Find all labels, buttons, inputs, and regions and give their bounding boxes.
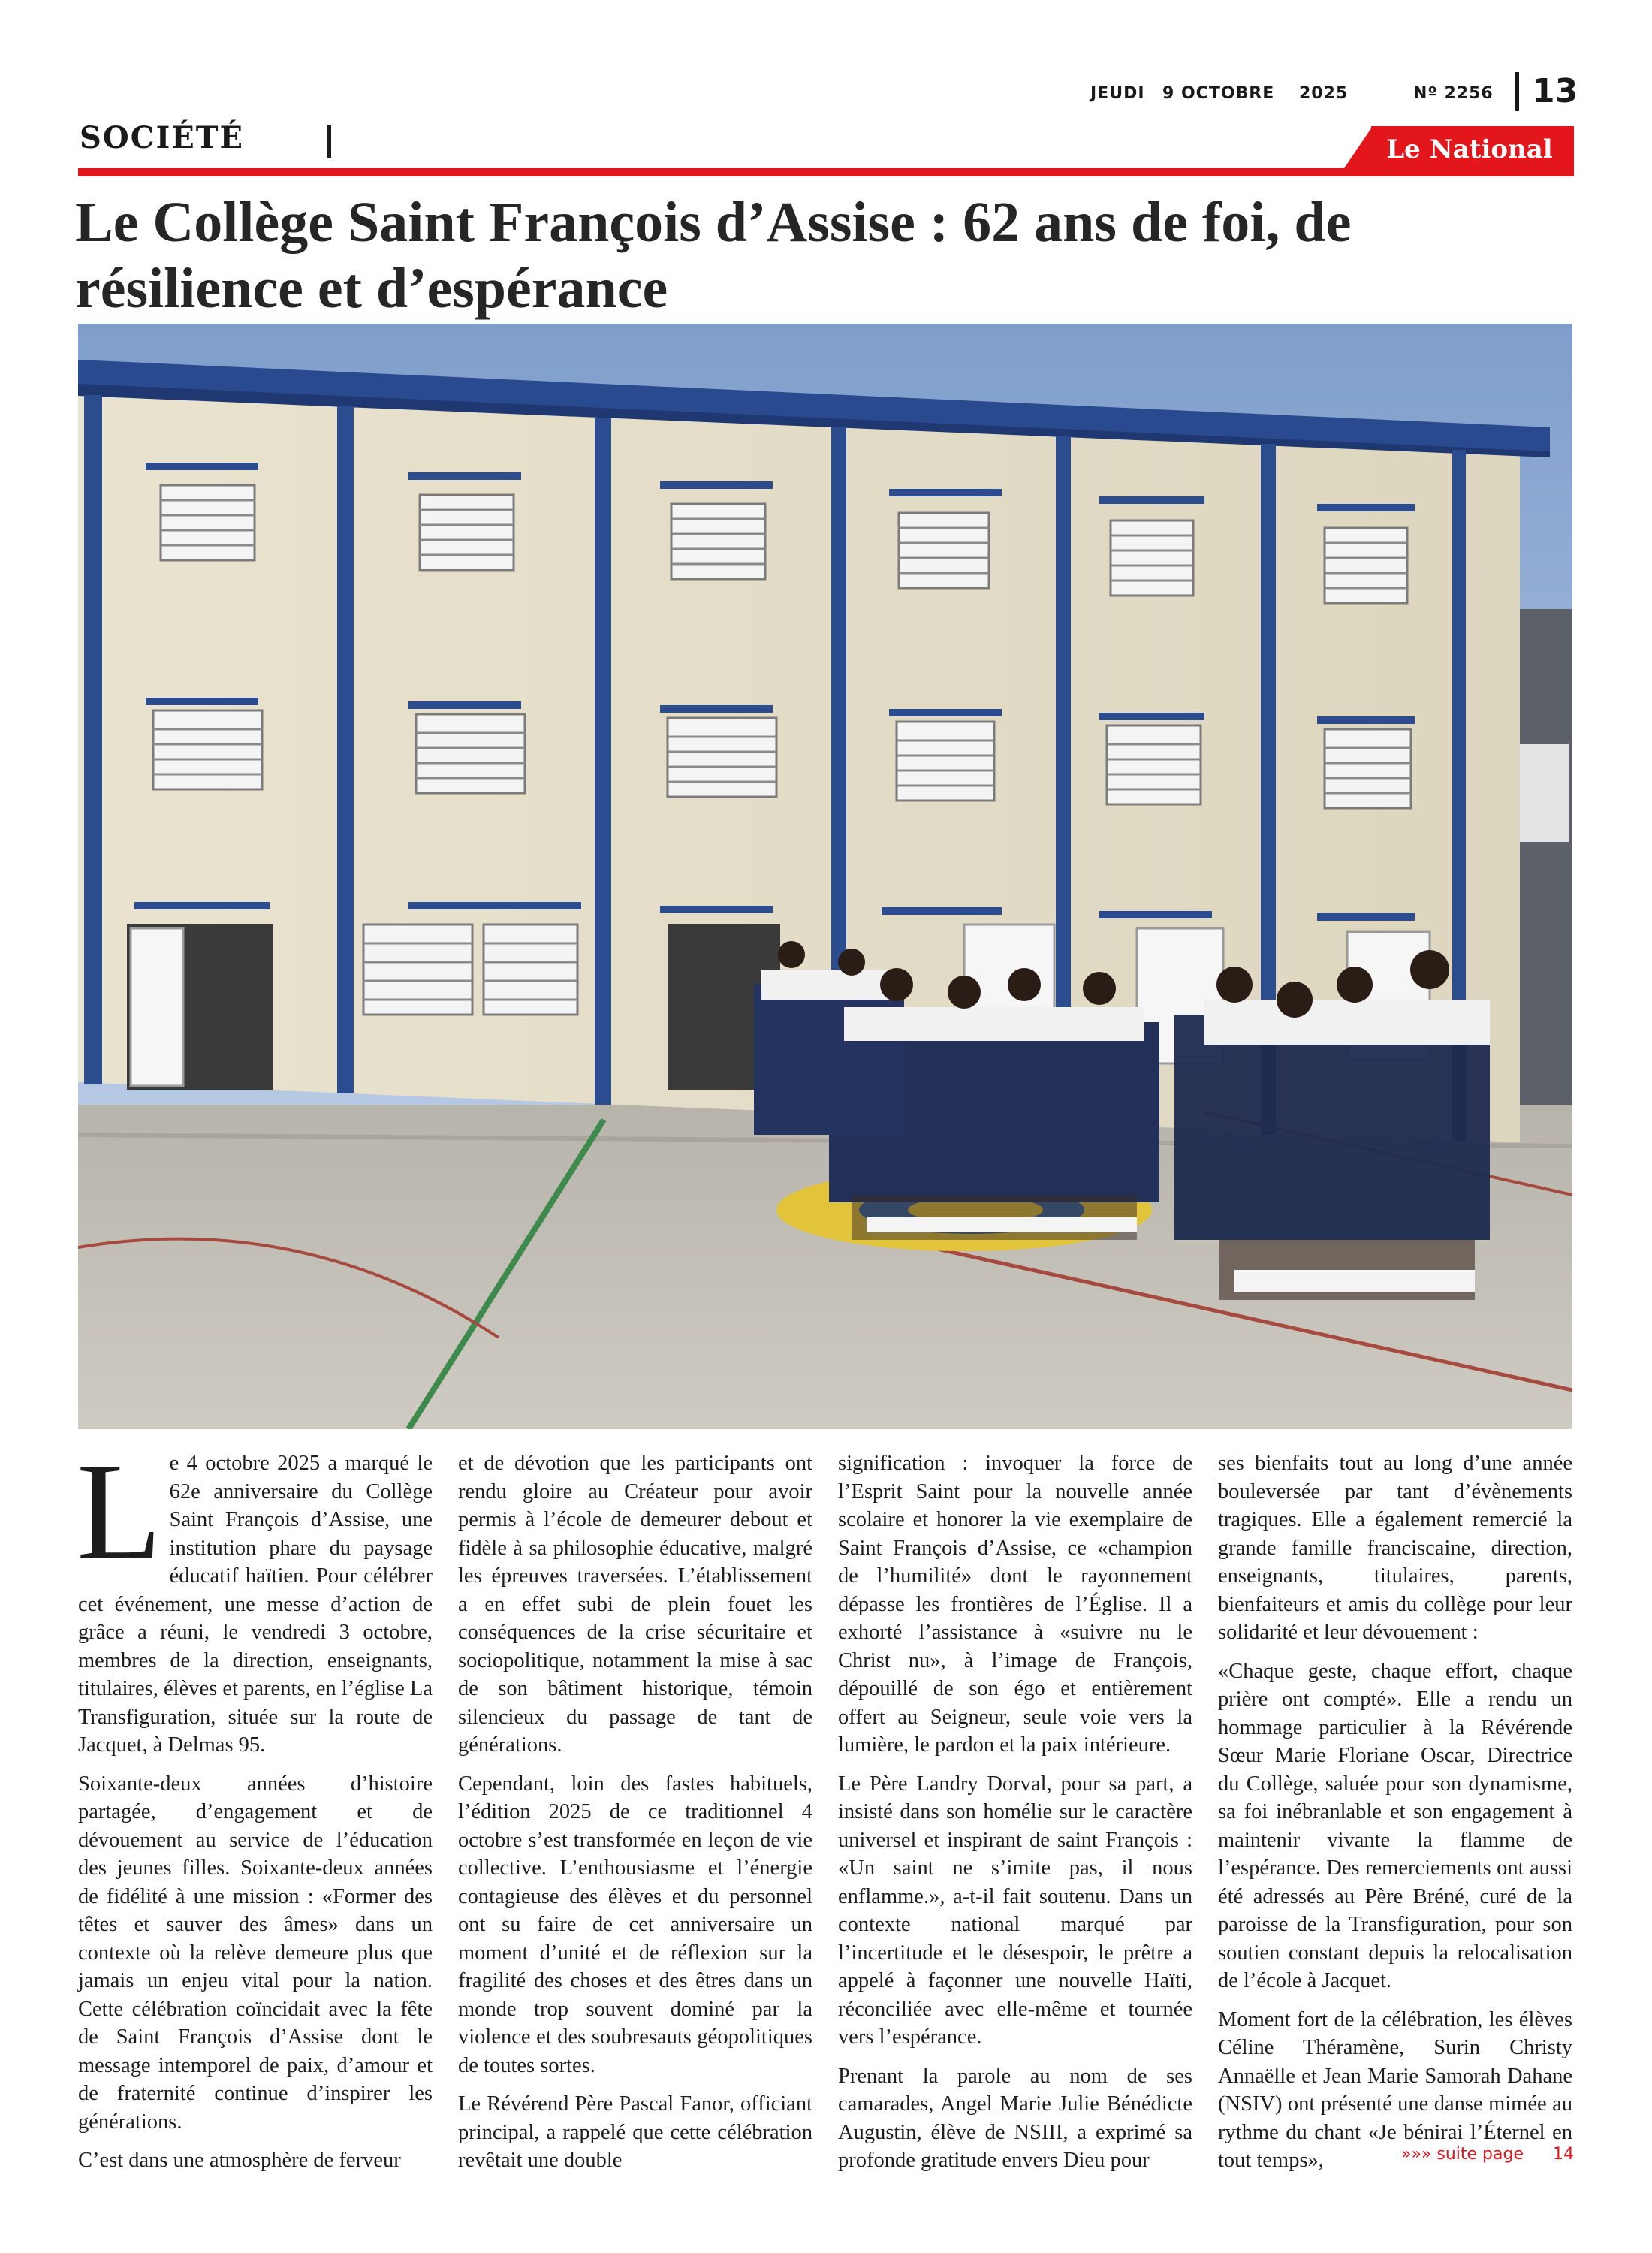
headline-line-1: Le Collège Saint François d’Assise : 62 ans de foi, de — [75, 191, 1352, 254]
paragraph: Prenant la parole au nom de ses camarades, Angel Marie Julie Bénédicte Augustin, élève de NSIII, a exprimé sa profonde gratitude envers Dieu pour — [838, 2064, 1192, 2172]
continued-link[interactable]: »»» suite page — [1401, 2145, 1524, 2164]
drop-cap: L — [77, 1434, 162, 1589]
paragraph: C’est dans une atmosphère de ferveur — [78, 2149, 401, 2172]
article-photo — [78, 324, 1572, 1429]
page-number: 13 — [1532, 72, 1578, 110]
issue-year: 2025 — [1299, 84, 1349, 103]
article-headline — [75, 189, 1577, 321]
continued-page-number: 14 — [1553, 2145, 1574, 2164]
paragraph: Cependant, loin des fastes habituels, l’édition 2025 de ce traditionnel 4 octobre s’est transformée en leçon de vie collective. L’enthousiasme et l’énergie contagieuse des élèves et du personnel ont su faire de cet anniversaire un moment d’unité et de réflexion sur la fragilité des choses et des êtres dans un monde trop souvent dominé par la violence et des soubresauts géopolitiques de toutes sortes. — [458, 1772, 812, 2077]
header-divider — [1515, 72, 1519, 111]
paragraph: Le Père Landry Dorval, pour sa part, a insisté dans son homélie sur le caractère universel et inspirant de saint François : «Un saint ne s’imite pas, il nous enflamme.», a-t-il fait soutenu. Dans un contexte national marqué par l’incertitude et le désespoir, le prêtre a appelé à façonner une nouvelle Haïti, réconciliée avec elle-même et tournée vers l’espérance. — [838, 1772, 1192, 2049]
issue-number: Nº 2256 — [1413, 84, 1494, 103]
paragraph — [77, 1434, 433, 1760]
issue-date: 9 OCTOBRE — [1162, 84, 1275, 103]
paragraph-text: e 4 octobre 2025 a marqué le 62e anniversaire du Collège Saint François d’Assise, une institution phare du paysage éducatif haïtien. Pour célébrer cet événement, une messe d’action de grâce a réuni, le vendredi 3 octobre, membres de la direction, enseignants, titulaires, élèves et parents, en l’église La Transfiguration, située sur la route de Jacquet, à Delmas 95. — [78, 1452, 433, 1757]
brand-name: Le National — [1386, 134, 1553, 164]
paragraph: Le Révérend Père Pascal Fanor, officiant principal, a rappelé que cette célébration revêtait une double — [458, 2092, 812, 2172]
paragraph: Soixante-deux années d’histoire partagée, d’engagement et de dévouement au service de l’éducation des jeunes filles. Soixante-deux années de fidélité à une mission : «Former des têtes et sauver des âmes» dans un contexte où la relève demeure plus que jamais un enjeu vital pour la nation. Cette célébration coïncidait avec la fête de Saint François d’Assise dont le message intemporel de paix, d’amour et de fraternité continue d’inspirer les générations. — [78, 1772, 433, 2134]
paragraph: et de dévotion que les participants ont rendu gloire au Créateur pour avoir permis à l’école de demeurer debout et fidèle à sa philosophie éducative, malgré les épreuves traversées. L’établissement a en effet subi de plein fouet les conséquences de la crise sécuritaire et sociopolitique, notamment la mise à sac de son bâtiment historique, témoin silencieux du passage de tant de générations. — [458, 1452, 812, 1757]
article-column-2 — [458, 1449, 812, 2185]
paragraph: ses bienfaits tout au long d’une année bouleversée par tant d’évènements tragiques. Elle a également remercié la grande famille franciscaine, direction, enseignants, titulaires, parents, bienfaiteurs et amis du collège pour leur solidarité et leur dévouement : — [1218, 1452, 1572, 1644]
header-rule — [78, 168, 1574, 176]
brand-notch — [1341, 126, 1373, 173]
article-column-3 — [838, 1449, 1192, 2185]
paragraph: Moment fort de la célébration, les élèves Céline Théramène, Surin Christy Annaëlle et Jean Marie Samorah Dahane (NSIV) ont présenté une danse mimée au rythme du chant «Je bénirai l’Éternel en tout temps», — [1218, 2007, 1572, 2172]
paragraph: signification : invoquer la force de l’Esprit Saint pour la nouvelle année scolaire et honorer la vie exemplaire de Saint François d’Assise, ce «champion de l’humilité» dont le rayonnement dépasse les frontières de l’Église. Il a exhorté l’assistance à «suivre nu le Christ nu», à l’image de François, dépouillé de son égo et entièrement offert au Seigneur, seule voie vers la lumière, le pardon et la paix intérieure. — [838, 1452, 1192, 1757]
paragraph: «Chaque geste, chaque effort, chaque prière ont compté». Elle a rendu un hommage particulier à la Révérende Sœur Marie Floriane Oscar, Directrice du Collège, saluée pour son dynamisme, sa foi inébranlable et son engagement à maintenir vivante la flamme de l’espérance. Des remerciements ont aussi été adressés au Père Bréné, curé de la paroisse de la Transfiguration, pour son soutien constant depuis la relocalisation de l’école à Jacquet. — [1218, 1659, 1572, 1992]
issue-day: JEUDI — [1090, 84, 1145, 103]
headline-line-2: résilience et d’espérance — [75, 257, 668, 320]
section-divider — [327, 125, 331, 158]
section-label: SOCIÉTÉ — [80, 120, 245, 155]
article-column-1 — [77, 1434, 433, 2185]
article-column-4 — [1218, 1449, 1572, 2185]
